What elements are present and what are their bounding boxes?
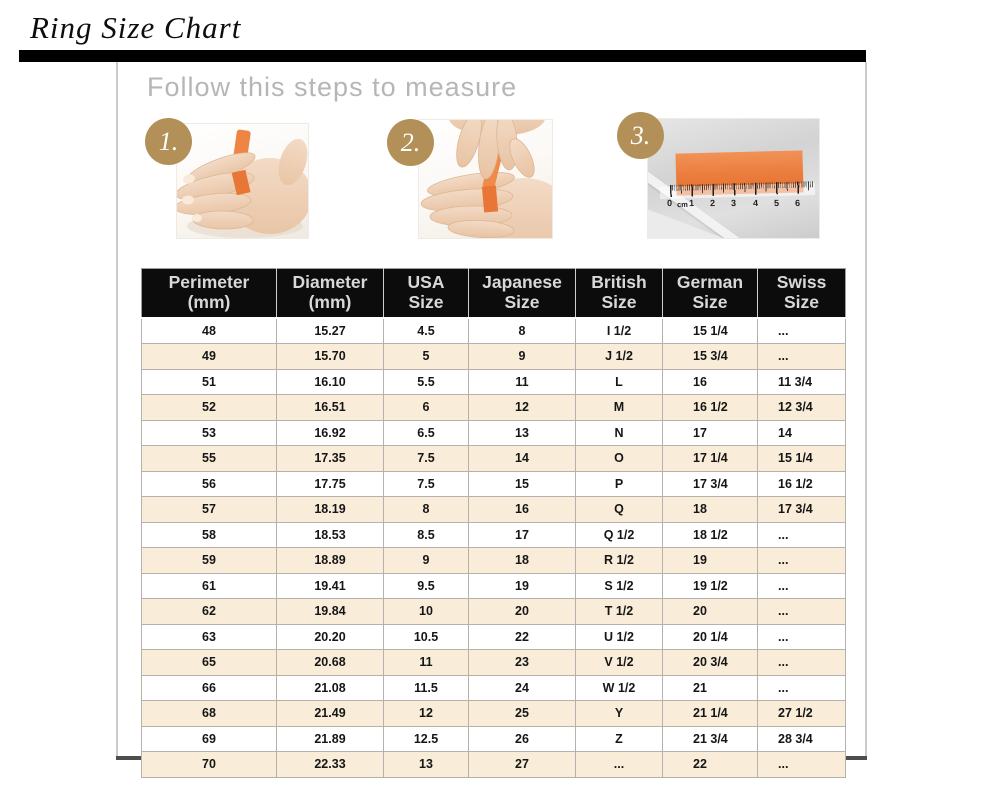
table-cell: S 1/2 — [576, 573, 663, 599]
table-cell: 16 1/2 — [663, 395, 758, 421]
table-cell: ... — [758, 522, 846, 548]
table-cell: 19.41 — [277, 573, 384, 599]
table-cell: 21.49 — [277, 701, 384, 727]
table-cell: ... — [758, 344, 846, 370]
table-cell: 13 — [469, 420, 576, 446]
table-cell: 15.70 — [277, 344, 384, 370]
table-row — [142, 752, 846, 778]
step-2-number: 2. — [400, 127, 421, 157]
ruler-label: 1 — [688, 197, 695, 209]
ruler-label: 6 — [794, 197, 801, 209]
table-cell: ... — [758, 650, 846, 676]
table-cell: ... — [758, 752, 846, 778]
col-header-diameter: Diameter (mm) — [277, 269, 384, 318]
col-header-british: British Size — [576, 269, 663, 318]
hand-with-strip-icon — [177, 124, 308, 238]
table-cell: 17 — [469, 522, 576, 548]
ruler-label: 4 — [752, 197, 759, 209]
table-cell: 16.92 — [277, 420, 384, 446]
table-cell: 17.35 — [277, 446, 384, 472]
size-table-body — [142, 318, 846, 778]
table-cell: 17 3/4 — [663, 471, 758, 497]
table-cell: 9 — [469, 344, 576, 370]
table-cell: 5.5 — [384, 369, 469, 395]
table-cell: 20 — [469, 599, 576, 625]
table-cell: M — [576, 395, 663, 421]
table-cell: ... — [758, 573, 846, 599]
table-cell: 9 — [384, 548, 469, 574]
step-3-photo — [647, 118, 820, 239]
table-cell: R 1/2 — [576, 548, 663, 574]
table-cell: 19 1/2 — [663, 573, 758, 599]
step-3-badge — [617, 112, 664, 159]
table-cell: 16 — [663, 369, 758, 395]
size-table-header — [142, 269, 846, 318]
table-cell: 19 — [469, 573, 576, 599]
table-cell: 65 — [142, 650, 277, 676]
table-cell: 55 — [142, 446, 277, 472]
table-cell: 10 — [384, 599, 469, 625]
table-cell: I 1/2 — [576, 318, 663, 344]
table-cell: 7.5 — [384, 446, 469, 472]
table-cell: 12 — [469, 395, 576, 421]
table-row — [142, 548, 846, 574]
table-cell: 14 — [758, 420, 846, 446]
table-cell: 22 — [469, 624, 576, 650]
table-cell: 53 — [142, 420, 277, 446]
table-cell: 6.5 — [384, 420, 469, 446]
table-cell: 68 — [142, 701, 277, 727]
table-row — [142, 497, 846, 523]
table-cell: U 1/2 — [576, 624, 663, 650]
table-cell: 56 — [142, 471, 277, 497]
table-row — [142, 650, 846, 676]
table-row — [142, 522, 846, 548]
table-cell: 62 — [142, 599, 277, 625]
table-cell: 49 — [142, 344, 277, 370]
table-cell: 24 — [469, 675, 576, 701]
table-cell: 48 — [142, 318, 277, 344]
table-cell: 27 1/2 — [758, 701, 846, 727]
col-header-japanese: Japanese Size — [469, 269, 576, 318]
table-cell: 15 1/4 — [663, 318, 758, 344]
panel-left-border — [116, 62, 118, 757]
table-cell: 23 — [469, 650, 576, 676]
table-cell: 21 — [663, 675, 758, 701]
table-cell: 61 — [142, 573, 277, 599]
table-cell: 21 3/4 — [663, 726, 758, 752]
table-row — [142, 395, 846, 421]
steps-heading: Follow this steps to measure — [147, 72, 518, 102]
table-cell: 66 — [142, 675, 277, 701]
ruler-label: 3 — [730, 197, 737, 209]
table-cell: Q 1/2 — [576, 522, 663, 548]
ring-size-table — [141, 268, 846, 778]
table-row — [142, 369, 846, 395]
col-header-swiss: Swiss Size — [758, 269, 846, 318]
table-cell: Q — [576, 497, 663, 523]
table-cell: 16.10 — [277, 369, 384, 395]
table-cell: 15 1/4 — [758, 446, 846, 472]
title-underline-bar — [19, 50, 866, 62]
col-header-usa: USA Size — [384, 269, 469, 318]
table-cell: 16 1/2 — [758, 471, 846, 497]
page-title: Ring Size Chart — [30, 10, 242, 45]
ruler-label: 5 — [773, 197, 780, 209]
step-2-badge — [387, 119, 434, 166]
table-row — [142, 726, 846, 752]
table-cell: O — [576, 446, 663, 472]
table-cell: 5 — [384, 344, 469, 370]
table-cell: V 1/2 — [576, 650, 663, 676]
step-1-number: 1. — [158, 126, 179, 156]
table-cell: 13 — [384, 752, 469, 778]
ruler-label: cm — [676, 199, 688, 210]
table-cell: 59 — [142, 548, 277, 574]
table-cell: ... — [576, 752, 663, 778]
table-cell: 17 — [663, 420, 758, 446]
table-cell: 11 — [469, 369, 576, 395]
table-cell: Y — [576, 701, 663, 727]
table-cell: 8.5 — [384, 522, 469, 548]
table-cell: 16.51 — [277, 395, 384, 421]
table-cell: 51 — [142, 369, 277, 395]
table-row — [142, 471, 846, 497]
ruler-label: 0 — [666, 197, 673, 209]
table-cell: 12 — [384, 701, 469, 727]
table-cell: 21.08 — [277, 675, 384, 701]
table-cell: 20 — [663, 599, 758, 625]
table-cell: 12.5 — [384, 726, 469, 752]
table-cell: 11.5 — [384, 675, 469, 701]
step-2-photo — [418, 119, 553, 239]
table-row — [142, 420, 846, 446]
col-header-german: German Size — [663, 269, 758, 318]
table-row — [142, 675, 846, 701]
table-cell: 21.89 — [277, 726, 384, 752]
table-row — [142, 701, 846, 727]
table-cell: 11 — [384, 650, 469, 676]
table-cell: J 1/2 — [576, 344, 663, 370]
table-cell: 21 1/4 — [663, 701, 758, 727]
table-cell: 18.19 — [277, 497, 384, 523]
table-cell: W 1/2 — [576, 675, 663, 701]
table-cell: 63 — [142, 624, 277, 650]
table-cell: 18.53 — [277, 522, 384, 548]
table-cell: 17.75 — [277, 471, 384, 497]
table-cell: 17 1/4 — [663, 446, 758, 472]
table-cell: 20.68 — [277, 650, 384, 676]
table-cell: ... — [758, 599, 846, 625]
table-cell: 20.20 — [277, 624, 384, 650]
table-cell: P — [576, 471, 663, 497]
col-header-perimeter: Perimeter (mm) — [142, 269, 277, 318]
table-cell: 20 1/4 — [663, 624, 758, 650]
table-cell: 19.84 — [277, 599, 384, 625]
table-cell: 19 — [663, 548, 758, 574]
table-cell: 20 3/4 — [663, 650, 758, 676]
table-cell: 18.89 — [277, 548, 384, 574]
table-cell: 12 3/4 — [758, 395, 846, 421]
table-cell: ... — [758, 624, 846, 650]
table-cell: 7.5 — [384, 471, 469, 497]
table-cell: 4.5 — [384, 318, 469, 344]
table-cell: 6 — [384, 395, 469, 421]
table-cell: 25 — [469, 701, 576, 727]
table-cell: Z — [576, 726, 663, 752]
table-cell: 16 — [469, 497, 576, 523]
table-cell: 15.27 — [277, 318, 384, 344]
table-cell: ... — [758, 548, 846, 574]
table-cell: 18 — [469, 548, 576, 574]
table-cell: T 1/2 — [576, 599, 663, 625]
table-cell: 9.5 — [384, 573, 469, 599]
table-row — [142, 599, 846, 625]
table-cell: 28 3/4 — [758, 726, 846, 752]
table-cell: L — [576, 369, 663, 395]
table-row — [142, 344, 846, 370]
table-cell: 22.33 — [277, 752, 384, 778]
table-cell: 14 — [469, 446, 576, 472]
table-row — [142, 573, 846, 599]
table-cell: 15 — [469, 471, 576, 497]
table-cell: 11 3/4 — [758, 369, 846, 395]
table-cell: 18 — [663, 497, 758, 523]
table-cell: ... — [758, 675, 846, 701]
table-cell: N — [576, 420, 663, 446]
table-cell: 15 3/4 — [663, 344, 758, 370]
table-cell: 18 1/2 — [663, 522, 758, 548]
header-row — [142, 269, 846, 318]
table-cell: 8 — [384, 497, 469, 523]
step-1-badge — [145, 118, 192, 165]
ruler-label: 2 — [709, 197, 716, 209]
table-cell: 10.5 — [384, 624, 469, 650]
table-row — [142, 446, 846, 472]
table-cell: 22 — [663, 752, 758, 778]
table-cell: 52 — [142, 395, 277, 421]
step-1-photo — [176, 123, 309, 239]
table-row — [142, 624, 846, 650]
step-3-number: 3. — [630, 120, 651, 150]
table-cell: 17 3/4 — [758, 497, 846, 523]
table-cell: 26 — [469, 726, 576, 752]
table-cell: 8 — [469, 318, 576, 344]
table-cell: 58 — [142, 522, 277, 548]
panel-right-border — [865, 62, 867, 757]
table-cell: ... — [758, 318, 846, 344]
table-cell: 69 — [142, 726, 277, 752]
table-row — [142, 318, 846, 344]
hands-wrapping-strip-icon — [419, 120, 552, 238]
table-cell: 27 — [469, 752, 576, 778]
table-cell: 57 — [142, 497, 277, 523]
table-cell: 70 — [142, 752, 277, 778]
